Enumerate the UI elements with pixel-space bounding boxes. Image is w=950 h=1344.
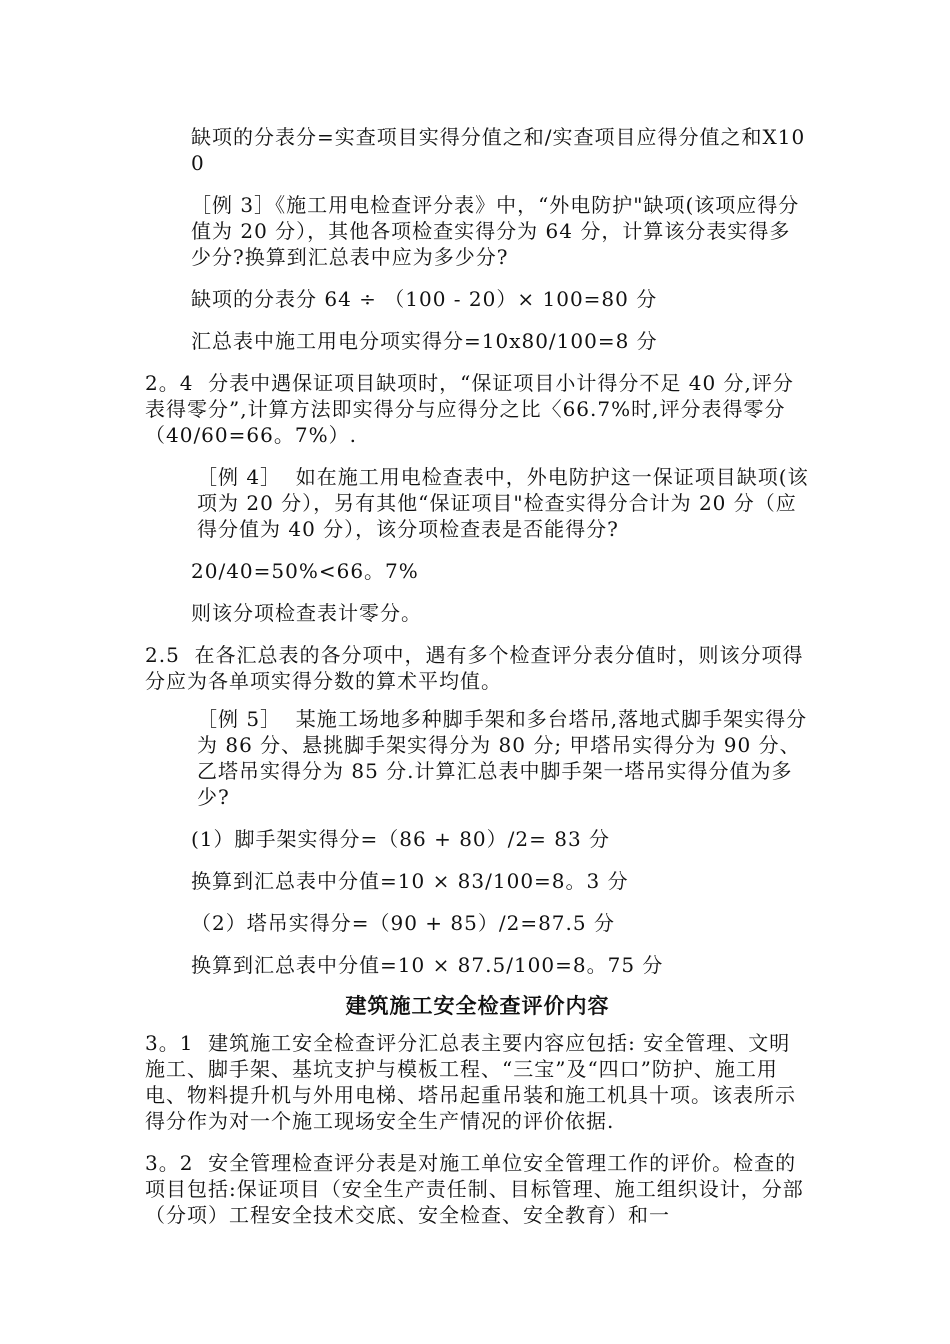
paragraph-3-1: 3。1 建筑施工安全检查评分汇总表主要内容应包括: 安全管理、文明施工、脚手架、基坑支护与模板工程、“三宝”及“四口”防护、施工用电、物料提升机与外用电梯、塔吊起重吊装和施工机具十项。该表所示得分作为对一个施工现场安全生产情况的评价依据. (145, 1031, 796, 1133)
paragraph-example-5-scaffold: (1）脚手架实得分=（86 + 80）/2= 83 分 (191, 827, 611, 851)
paragraph-2-4: 2。4 分表中遇保证项目缺项时，“保证项目小计得分不足 40 分,评分表得零分”,计算方法即实得分与应得分之比〈66.7%时,评分表得零分（40/60=66。7%）. (145, 371, 794, 447)
paragraph-example-5-crane: （2）塔吊实得分=（90 + 85）/2=87.5 分 (191, 911, 615, 935)
paragraph-example-3-calc: 缺项的分表分 64 ÷ （100 - 20）× 100=80 分 (191, 287, 658, 311)
paragraph-example-5: ［例 5］ 某施工场地多种脚手架和多台塔吊,落地式脚手架实得分为 86 分、悬挑脚手架实得分为 80 分; 甲塔吊实得分为 90 分、乙塔吊实得分为 85 分.计算汇总表中脚手架一塔吊实得分值为多少? (197, 707, 808, 809)
paragraph-example-4: ［例 4］ 如在施工用电检查表中，外电防护这一保证项目缺项(该项为 20 分），另有其他“保证项目"检查实得分合计为 20 分（应得分值为 40 分），该分项检查表是否能得分? (197, 465, 809, 541)
paragraph-example-5-crane-convert: 换算到汇总表中分值=10 × 87.5/100=8。75 分 (191, 953, 664, 977)
paragraph-example-4-calc: 20/40=50%<66。7% (191, 559, 419, 583)
paragraph-example-3-summary: 汇总表中施工用电分项实得分=10x80/100=8 分 (191, 329, 658, 353)
paragraph-example-4-result: 则该分项检查表计零分。 (191, 601, 422, 625)
paragraph-missing-item-formula: 缺项的分表分=实查项目实得分值之和/实查项目应得分值之和X100 (191, 125, 806, 175)
paragraph-example-3: ［例 3］《施工用电检查评分表》中，“外电防护"缺项(该项应得分值为 20 分），其他各项检查实得分为 64 分，计算该分表实得多少分?换算到汇总表中应为多少分? (191, 193, 800, 269)
paragraph-3-2: 3。2 安全管理检查评分表是对施工单位安全管理工作的评价。检查的项目包括:保证项目（安全生产责任制、目标管理、施工组织设计，分部（分项）工程安全技术交底、安全检查、安全教育）和一 (145, 1151, 804, 1227)
section-title: 建筑施工安全检查评价内容 (345, 994, 610, 1018)
paragraph-2-5: 2.5 在各汇总表的各分项中，遇有多个检查评分表分值时，则该分项得分应为各单项实得分数的算术平均值。 (145, 643, 804, 693)
document-page (145, 124, 810, 1228)
paragraph-example-5-scaffold-convert: 换算到汇总表中分值=10 × 83/100=8。3 分 (191, 869, 629, 893)
